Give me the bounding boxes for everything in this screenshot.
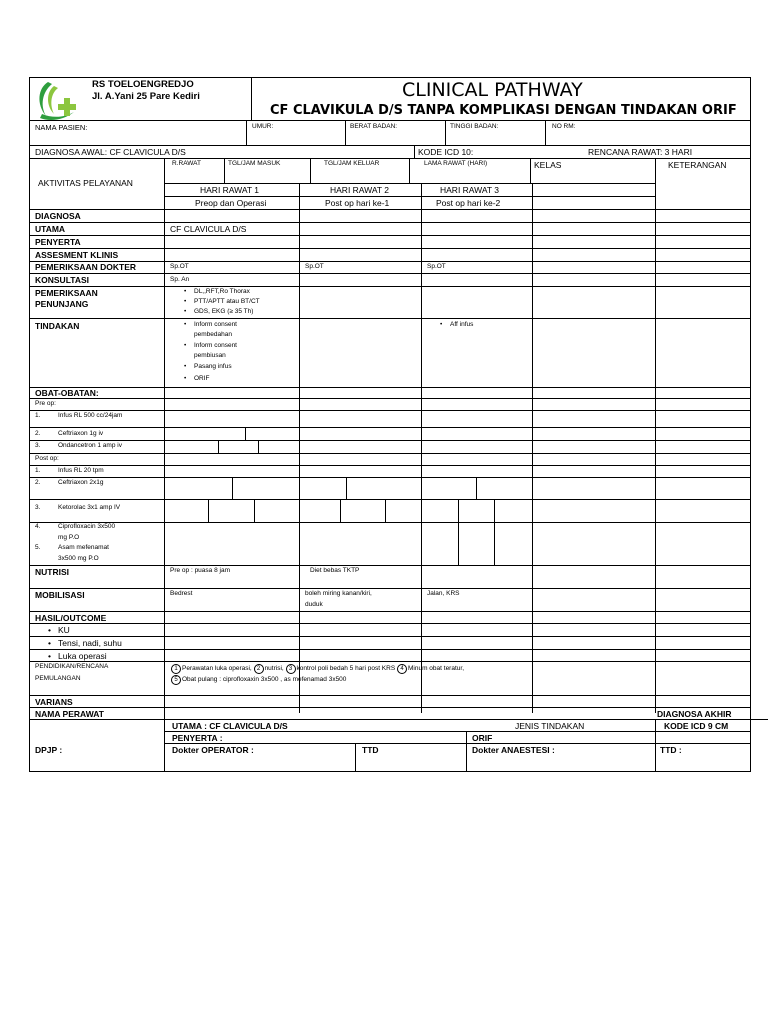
- obat-label: OBAT-OBATAN:: [35, 388, 99, 398]
- span-value: Sp. An: [170, 276, 190, 283]
- preop-2: Ceftriaxon 1g iv: [58, 430, 104, 437]
- postop-1: Infus RL 20 tpm: [58, 467, 104, 474]
- hospital-logo: [34, 80, 82, 122]
- weight-label: BERAT BADAN:: [350, 123, 398, 130]
- postop-3-num: 3.: [35, 504, 41, 511]
- tindakan-1b: pembedahan: [194, 331, 232, 338]
- patient-name-label: NAMA PASIEN:: [35, 123, 88, 132]
- spot-day3: Sp.OT: [427, 263, 446, 270]
- aktivitas-label: AKTIVITAS PELAYANAN: [38, 178, 133, 188]
- postop-2-num: 2.: [35, 479, 41, 486]
- hospital-name: RS TOELOENGREDJO: [92, 79, 194, 90]
- utama-label: UTAMA: [35, 224, 66, 234]
- hari1-label: HARI RAWAT 1: [200, 185, 260, 195]
- age-label: UMUR:: [252, 123, 274, 130]
- hari2-label: HARI RAWAT 2: [330, 185, 390, 195]
- pemeriksaan-dokter-label: PEMERIKSAAN DOKTER: [35, 262, 137, 272]
- tindakan-1a: • Inform consent: [194, 322, 237, 329]
- postop-4b: mg P.O: [58, 534, 80, 541]
- edu-line-1: 1 Perawatan luka operasi, 2 nutrisi, 3 kontrol poli bedah 5 hari post KRS 4 Minum obat teratur,: [171, 664, 464, 674]
- mobilisasi-2a: boleh miring kanan/kiri,: [305, 590, 372, 597]
- mobilisasi-3: Jalan, KRS: [427, 590, 460, 597]
- form-subtitle: CF CLAVIKULA D/S TANPA KOMPLIKASI DENGAN TINDAKAN ORIF: [270, 103, 737, 118]
- orif-label: ORIF: [472, 733, 493, 743]
- diagnosa-akhir-label: DIAGNOSA AKHIR: [657, 709, 732, 719]
- asesmen-label: ASSESMENT KLINIS: [35, 250, 119, 260]
- hasil-label: HASIL/OUTCOME: [35, 613, 107, 623]
- form-title: CLINICAL PATHWAY: [402, 79, 583, 101]
- nutrisi-diet: Diet bebas TKTP: [310, 567, 360, 574]
- rencana-rawat: RENCANA RAWAT: 3 HARI: [588, 147, 693, 157]
- postop-4a: Ciprofloxacin 3x500: [58, 523, 116, 530]
- lab-item-3: • GDS, EKG (≥ 35 Th): [194, 309, 253, 316]
- nama-perawat-label: NAMA PERAWAT: [35, 709, 104, 719]
- tgl-keluar-label: TGL/JAM KELUAR: [324, 160, 380, 167]
- lab-item-1: • DL,,RFT,Ro Thorax: [194, 289, 250, 296]
- postop-5-num: 5.: [35, 544, 41, 551]
- diagnosa-label: DIAGNOSA: [35, 211, 81, 221]
- ttd-label-2: TTD :: [660, 745, 682, 755]
- ttd-label-1: TTD: [362, 745, 379, 755]
- penunjang-label-1: PEMERIKSAAN: [35, 288, 98, 298]
- mobilisasi-label: MOBILISASI: [35, 590, 85, 600]
- kode-icd10: KODE ICD 10:: [418, 147, 474, 157]
- preop-1-num: 1.: [35, 412, 41, 419]
- pendidikan-label-1: PENDIDIKAN/RENCANA: [35, 663, 109, 670]
- tindakan-3: • Pasang infus: [194, 364, 232, 371]
- preop-2-num: 2.: [35, 430, 41, 437]
- postop-4-num: 4.: [35, 523, 41, 530]
- tindakan-2b: pembiusan: [194, 352, 226, 359]
- outcome-ku: • KU: [58, 626, 70, 635]
- penyerta-final: PENYERTA :: [172, 733, 223, 743]
- nutrisi-label: NUTRISI: [35, 567, 69, 577]
- postop-5b: 3x500 mg P.O: [58, 555, 99, 562]
- varians-label: VARIANS: [35, 697, 73, 707]
- hospital-address: Jl. A.Yani 25 Pare Kediri: [92, 91, 200, 102]
- tindakan-label: TINDAKAN: [35, 321, 80, 331]
- penunjang-label-2: PENUNJANG: [35, 299, 89, 309]
- postop-1-num: 1.: [35, 467, 41, 474]
- mobilisasi-1: Bedrest: [170, 590, 193, 597]
- spot-day2: Sp.OT: [305, 263, 324, 270]
- utama-value: CF CLAVICULA D/S: [170, 224, 247, 234]
- utama-final: UTAMA : CF CLAVICULA D/S: [172, 721, 288, 731]
- aff-infus: • Aff infus: [450, 322, 473, 329]
- penyerta-label: PENYERTA: [35, 237, 81, 247]
- rrawat-label: R.RAWAT: [172, 160, 202, 167]
- dpjp-label: DPJP :: [35, 745, 63, 755]
- postop-label: Post op:: [35, 455, 59, 462]
- preop-label: Pre op:: [35, 400, 56, 407]
- tgl-masuk-label: TGL/JAM MASUK: [228, 160, 281, 167]
- dokter-operator-label: Dokter OPERATOR :: [172, 745, 254, 755]
- konsultasi-label: KONSULTASI: [35, 275, 89, 285]
- keterangan-label: KETERANGAN: [668, 160, 727, 170]
- rm-label: NO RM:: [552, 123, 576, 130]
- pendidikan-label-2: PEMULANGAN: [35, 675, 81, 682]
- outcome-luka: • Luka operasi: [58, 652, 107, 661]
- kode-icd9-label: KODE ICD 9 CM: [664, 721, 729, 731]
- tindakan-4: • ORIF: [194, 376, 210, 383]
- postop-2: Ceftriaxon 2x1g: [58, 479, 104, 486]
- diagnosa-awal: DIAGNOSA AWAL: CF CLAVICULA D/S: [35, 147, 186, 157]
- lab-item-2: • PTT/APTT atau BT/CT: [194, 299, 260, 306]
- postop-3: Ketorolac 3x1 amp IV: [58, 504, 121, 511]
- preop-3: Ondancetron 1 amp iv: [58, 442, 122, 449]
- hari3-label: HARI RAWAT 3: [440, 185, 500, 195]
- phase3-label: Post op hari ke-2: [436, 198, 501, 208]
- preop-1: Infus RL 500 cc/24jam: [58, 412, 123, 419]
- postop-5a: Asam mefenamat: [58, 544, 109, 551]
- height-label: TINGGI BADAN:: [450, 123, 499, 130]
- edu-line-2: 5 Obat pulang : ciprofloxaxin 3x500 , as mefenamad 3x500: [171, 675, 346, 685]
- phase1-label: Preop dan Operasi: [195, 198, 267, 208]
- spot-day1: Sp.OT: [170, 263, 189, 270]
- phase2-label: Post op hari ke-1: [325, 198, 390, 208]
- jenis-tindakan-label: JENIS TINDAKAN: [515, 721, 585, 731]
- outcome-tensi: • Tensi, nadi, suhu: [58, 639, 122, 648]
- dokter-anestesi-label: Dokter ANAESTESI :: [472, 745, 555, 755]
- kelas-label: KELAS: [534, 160, 562, 170]
- nutrisi-preop: Pre op : puasa 8 jam: [170, 567, 230, 574]
- preop-3-num: 3.: [35, 442, 41, 449]
- mobilisasi-2b: duduk: [305, 601, 323, 608]
- tindakan-2a: • Inform consent: [194, 343, 237, 350]
- lama-rawat-label: LAMA RAWAT (HARI): [424, 160, 488, 167]
